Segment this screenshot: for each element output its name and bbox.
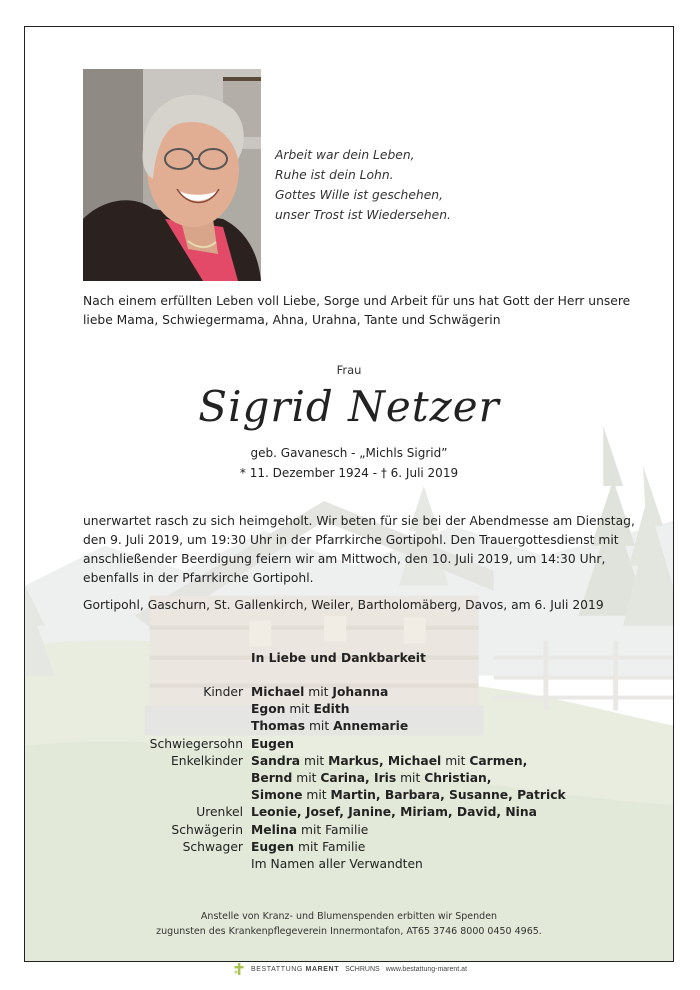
intro-text: Nach einem erfüllten Leben voll Liebe, Sorge und Arbeit für uns hat Gott der Herr unsere liebe Mama, Schwiegermama, Ahna, Urahna, Tante und Schwägerin bbox=[83, 294, 631, 327]
family-role: Urenkel bbox=[196, 805, 243, 820]
family-names bbox=[251, 805, 537, 819]
portrait-photo bbox=[83, 69, 261, 281]
family-row bbox=[25, 754, 673, 771]
family-member-name: Egon bbox=[251, 702, 286, 717]
family-member-name: Carina, Iris bbox=[320, 770, 397, 785]
family-role: Schwager bbox=[182, 839, 243, 854]
family-list bbox=[25, 685, 673, 874]
family-member-name: Sandra bbox=[251, 753, 301, 768]
family-member-name: Markus, Michael bbox=[328, 753, 442, 768]
family-row bbox=[25, 685, 673, 702]
funeral-text: unerwartet rasch zu sich heimgeholt. Wir beten für sie bei der Abendmesse am Dienstag, den 9. Juli 2019, um 19:30 Uhr in der Pfarrkirche Gortipohl. Den Trauergottesdienst mit anschließender Beerdigung feiern wir am Mittwoch, den 10. Juli 2019, um 14:30 Uhr, ebenfalls in der Pfarrkirche Gortipohl. bbox=[83, 514, 635, 585]
birth-details bbox=[25, 443, 673, 483]
maiden-name: geb. Gavanesch - „Michls Sigrid” bbox=[250, 446, 448, 460]
family-names bbox=[251, 702, 350, 716]
family-connector: mit bbox=[300, 753, 329, 768]
family-row bbox=[25, 702, 673, 719]
poem-line: Arbeit war dein Leben, bbox=[275, 148, 415, 162]
family-member-name: Michael bbox=[251, 685, 305, 699]
family-member-name: Simone bbox=[251, 788, 303, 803]
family-names bbox=[251, 754, 527, 768]
family-member-name: Melina bbox=[251, 822, 298, 837]
life-dates: * 11. Dezember 1924 - † 6. Juli 2019 bbox=[239, 466, 459, 480]
family-member-name: Johanna bbox=[332, 685, 389, 699]
salutation: Frau bbox=[336, 363, 362, 377]
imprint-brand-name: MARENT bbox=[305, 965, 340, 973]
family-connector: Im Namen aller Verwandten bbox=[251, 856, 423, 871]
family-member-name: Eugen bbox=[251, 736, 295, 751]
family-member-name: Christian, bbox=[424, 770, 492, 785]
family-connector: mit bbox=[302, 788, 331, 803]
family-connector: mit bbox=[305, 719, 334, 734]
family-connector: mit bbox=[396, 770, 425, 785]
family-names bbox=[251, 788, 566, 802]
family-member-name: Martin, Barbara, Susanne, Patrick bbox=[330, 788, 566, 803]
imprint-brand-prefix: BESTATTUNG bbox=[250, 965, 303, 973]
family-names bbox=[251, 840, 365, 854]
family-connector: mit Familie bbox=[297, 822, 369, 837]
family-row bbox=[25, 840, 673, 857]
family-member-name: Thomas bbox=[251, 719, 306, 734]
family-names bbox=[251, 719, 408, 733]
family-member-name: Leonie, Josef, Janine, Miriam, David, Nina bbox=[251, 805, 537, 820]
family-row bbox=[25, 788, 673, 805]
poem-line: Gottes Wille ist geschehen, bbox=[275, 188, 443, 202]
family-member-name: Bernd bbox=[251, 770, 293, 785]
family-row bbox=[25, 719, 673, 736]
imprint-website[interactable]: www.bestattung-marent.at bbox=[385, 965, 468, 973]
imprint-town: SCHRUNS bbox=[345, 965, 380, 973]
portrait-image bbox=[83, 69, 261, 281]
poem-line: Ruhe ist dein Lohn. bbox=[275, 168, 394, 182]
donation-note bbox=[25, 909, 673, 939]
bestattung-logo-icon bbox=[233, 963, 245, 975]
family-role: Schwägerin bbox=[171, 822, 243, 837]
family-connector: mit bbox=[285, 702, 314, 717]
poem bbox=[275, 145, 575, 225]
family-connector: mit bbox=[304, 685, 333, 699]
family-connector: mit Familie bbox=[294, 839, 366, 854]
family-role: Schwiegersohn bbox=[149, 736, 243, 751]
family-row bbox=[25, 823, 673, 840]
family-names bbox=[251, 737, 294, 751]
parte-frame bbox=[24, 26, 674, 962]
family-row bbox=[25, 805, 673, 822]
imprint-brand bbox=[251, 966, 339, 973]
donation-line: Anstelle von Kranz- und Blumenspenden erbitten wir Spenden bbox=[200, 911, 498, 922]
poem-line: unser Trost ist Wiedersehen. bbox=[275, 208, 451, 222]
donation-line: zugunsten des Krankenpflegeverein Innermontafon, AT65 3746 8000 0450 4965. bbox=[156, 926, 542, 937]
family-row bbox=[25, 857, 673, 874]
family-member-name: Annemarie bbox=[333, 719, 409, 734]
family-names bbox=[251, 685, 388, 699]
places-and-date: Gortipohl, Gaschurn, St. Gallenkirch, Weiler, Bartholomäberg, Davos, am 6. Juli 2019 bbox=[83, 598, 604, 612]
family-member-name: Edith bbox=[313, 702, 350, 717]
family-connector: mit bbox=[441, 753, 470, 768]
family-names bbox=[251, 823, 368, 837]
family-connector: mit bbox=[292, 770, 321, 785]
imprint bbox=[0, 962, 700, 976]
family-role: Enkelkinder bbox=[171, 753, 243, 768]
family-names bbox=[251, 771, 491, 785]
family-role: Kinder bbox=[203, 685, 243, 699]
in-love-heading: In Liebe und Dankbarkeit bbox=[251, 651, 426, 665]
family-row bbox=[25, 737, 673, 754]
family-names bbox=[251, 857, 423, 871]
deceased-name: Sigrid Netzer bbox=[198, 382, 500, 431]
family-member-name: Carmen, bbox=[469, 753, 528, 768]
family-member-name: Eugen bbox=[251, 839, 295, 854]
family-row bbox=[25, 771, 673, 788]
